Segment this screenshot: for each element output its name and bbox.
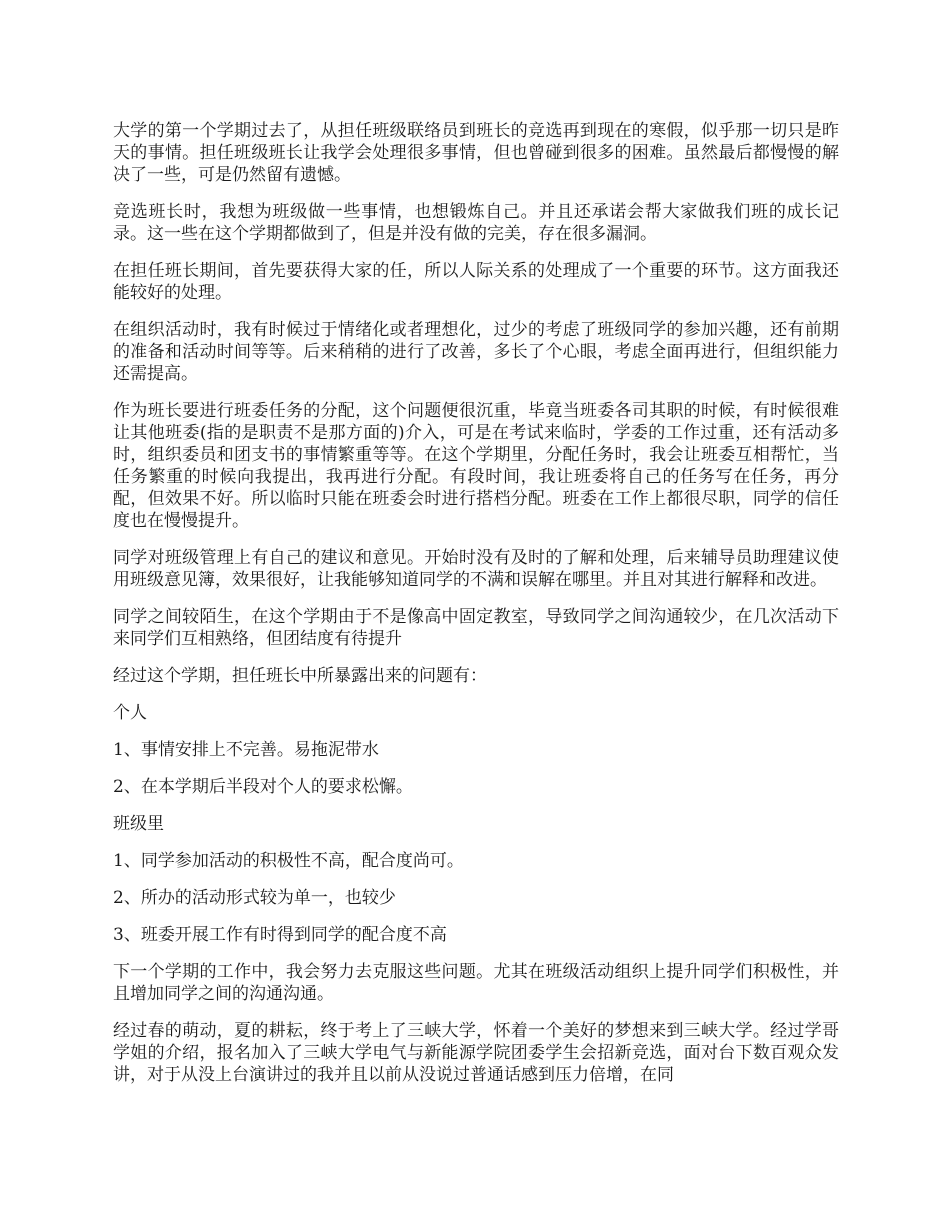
paragraph-2: 竞选班长时，我想为班级做一些事情，也想锻炼自己。并且还承诺会帮大家做我们班的成长记录。这一些在这个学期都做到了，但是并没有做的完美，存在很多漏洞。 <box>113 202 839 244</box>
document-body <box>113 120 839 1101</box>
paragraph-4: 在组织活动时，我有时候过于情绪化或者理想化，过少的考虑了班级同学的参加兴趣，还有前期的准备和活动时间等等。后来稍稍的进行了改善，多长了个心眼，考虑全面再进行，但组织能力还需提高。 <box>113 320 839 384</box>
section-heading-personal: 个人 <box>113 703 147 723</box>
paragraph-5: 作为班长要进行班委任务的分配，这个问题便很沉重，毕竟当班委各司其职的时候，有时候很难让其他班委(指的是职责不是那方面的)介入，可是在考试来临时，学委的工作过重，还有活动多时，组织委员和团支书的事情繁重等等。在这个学期里，分配任务时，我会让班委互相帮忙，当任务繁重的时候向我提出，我再进行分配。有段时间，我让班委将自己的任务写在任务，再分配，但效果不好。所以临时只能在班委会时进行搭档分配。班委在工作上都很尽职，同学的信任度也在慢慢提升。 <box>113 401 839 531</box>
paragraph-10: 经过春的萌动，夏的耕耘，终于考上了三峡大学，怀着一个美好的梦想来到三峡大学。经过学哥学姐的介绍，报名加入了三峡大学电气与新能源学院团委学生会招新竞选，面对台下数百观众发讲，对于从没上台演讲过的我并且以前从没说过普通话感到压力倍增，在同 <box>113 1021 839 1085</box>
paragraph-9: 下一个学期的工作中，我会努力去克服这些问题。尤其在班级活动组织上提升同学们积极性，并且增加同学之间的沟通沟通。 <box>113 962 839 1004</box>
paragraph-1: 大学的第一个学期过去了，从担任班级联络员到班长的竞选再到现在的寒假，似乎那一切只是昨天的事情。担任班级班长让我学会处理很多事情，但也曾碰到很多的困难。虽然最后都慢慢的解决了一些，可是仍然留有遗憾。 <box>113 121 839 185</box>
section-heading-class: 班级里 <box>113 814 164 834</box>
list-item: 2、在本学期后半段对个人的要求松懈。 <box>113 777 413 797</box>
list-item: 2、所办的活动形式较为单一，也较少 <box>113 888 396 908</box>
list-item: 1、同学参加活动的积极性不高，配合度尚可。 <box>113 851 464 871</box>
paragraph-8: 经过这个学期，担任班长中所暴露出来的问题有： <box>113 666 487 686</box>
paragraph-6: 同学对班级管理上有自己的建议和意见。开始时没有及时的了解和处理，后来辅导员助理建议使用班级意见簿，效果很好，让我能够知道同学的不满和误解在哪里。并且对其进行解释和改进。 <box>113 548 839 590</box>
list-item: 3、班委开展工作有时得到同学的配合度不高 <box>113 925 447 945</box>
paragraph-7: 同学之间较陌生，在这个学期由于不是像高中固定教室，导致同学之间沟通较少，在几次活动下来同学们互相熟络，但团结度有待提升 <box>113 607 839 649</box>
paragraph-3: 在担任班长期间，首先要获得大家的任，所以人际关系的处理成了一个重要的环节。这方面我还能较好的处理。 <box>113 261 839 303</box>
list-item: 1、事情安排上不完善。易拖泥带水 <box>113 740 379 760</box>
